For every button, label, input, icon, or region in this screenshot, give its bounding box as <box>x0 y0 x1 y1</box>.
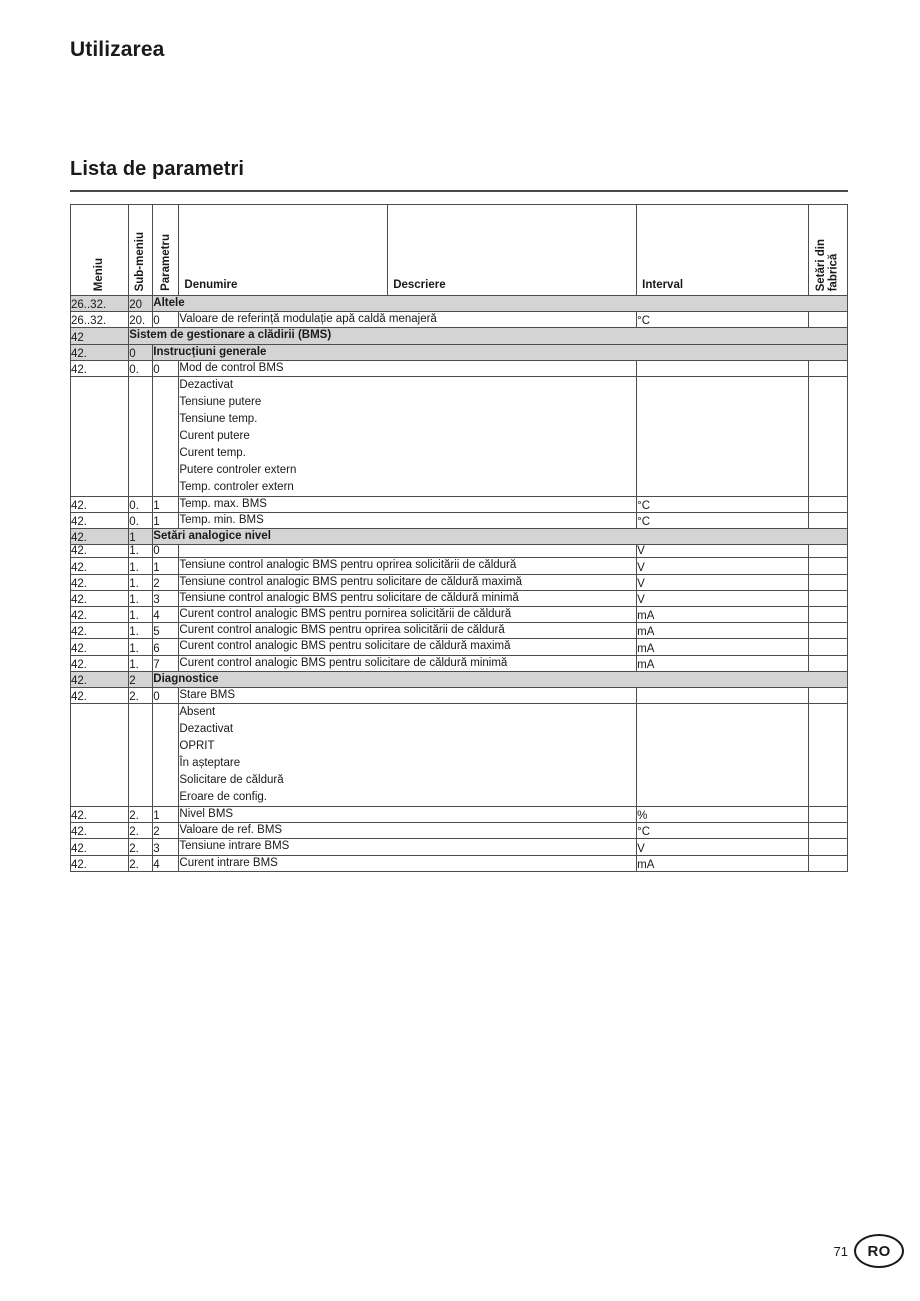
cell-meniu: 42. <box>71 687 129 703</box>
cell-parametru: 4 <box>153 855 179 871</box>
table-row <box>71 855 848 871</box>
column-header-denumire <box>179 205 388 296</box>
cell-sub-meniu <box>129 704 153 807</box>
cell-interval <box>637 376 809 496</box>
cell-setari <box>808 590 847 606</box>
column-header-interval <box>637 205 809 296</box>
column-header-setari-din-fabrica <box>808 205 847 296</box>
cell-parametru: 4 <box>153 607 179 623</box>
table-row <box>71 529 848 545</box>
cell-denumire <box>179 545 637 558</box>
column-header-sub-meniu-label: Sub-meniu <box>134 231 147 291</box>
cell-parametru: 0 <box>153 360 179 376</box>
cell-sub-meniu: 0 <box>129 344 153 360</box>
table-header-row <box>71 205 848 296</box>
cell-denumire: Tensiune control analogic BMS pentru solicitare de căldură minimă <box>179 590 637 606</box>
cell-parametru: 3 <box>153 590 179 606</box>
cell-meniu: 42. <box>71 639 129 655</box>
table-row <box>71 623 848 639</box>
option-item: Dezactivat <box>179 378 234 391</box>
cell-interval: V <box>637 574 809 590</box>
cell-meniu: 42. <box>71 590 129 606</box>
section-heading: Instrucțiuni generale <box>153 344 848 360</box>
cell-setari <box>808 558 847 574</box>
cell-denumire: Curent control analogic BMS pentru oprirea solicitării de căldură <box>179 623 637 639</box>
option-list <box>179 376 637 496</box>
cell-meniu: 42. <box>71 496 129 512</box>
cell-sub-meniu: 1 <box>129 529 153 545</box>
cell-denumire: Tensiune control analogic BMS pentru solicitare de căldură maximă <box>179 574 637 590</box>
cell-sub-meniu: 2. <box>129 839 153 855</box>
table-row <box>71 312 848 328</box>
cell-interval: mA <box>637 623 809 639</box>
cell-meniu: 42. <box>71 607 129 623</box>
cell-meniu: 42. <box>71 574 129 590</box>
cell-parametru: 0 <box>153 687 179 703</box>
language-badge: RO <box>854 1234 904 1268</box>
cell-meniu <box>71 704 129 807</box>
cell-parametru: 6 <box>153 639 179 655</box>
cell-sub-meniu: 1. <box>129 545 153 558</box>
cell-meniu: 42. <box>71 513 129 529</box>
cell-denumire: Curent control analogic BMS pentru pornirea solicitării de căldură <box>179 607 637 623</box>
table-row <box>71 823 848 839</box>
table-row <box>71 545 848 558</box>
cell-interval: °C <box>637 312 809 328</box>
cell-sub-meniu: 1. <box>129 574 153 590</box>
cell-setari <box>808 545 847 558</box>
option-item: Solicitare de căldură <box>179 774 284 787</box>
cell-meniu: 42. <box>71 344 129 360</box>
cell-sub-meniu: 2. <box>129 807 153 823</box>
section-heading: Altele <box>153 296 848 312</box>
cell-interval: mA <box>637 855 809 871</box>
cell-interval <box>637 704 809 807</box>
cell-meniu: 42. <box>71 807 129 823</box>
cell-interval: % <box>637 807 809 823</box>
cell-meniu: 42. <box>71 623 129 639</box>
table-row <box>71 639 848 655</box>
cell-interval: mA <box>637 639 809 655</box>
cell-setari <box>808 312 847 328</box>
cell-denumire: Tensiune control analogic BMS pentru oprirea solicitării de căldură <box>179 558 637 574</box>
cell-meniu: 42. <box>71 655 129 671</box>
cell-interval: °C <box>637 513 809 529</box>
table-row <box>71 607 848 623</box>
cell-sub-meniu: 1. <box>129 655 153 671</box>
cell-meniu: 42. <box>71 855 129 871</box>
cell-parametru: 5 <box>153 623 179 639</box>
cell-meniu <box>71 376 129 496</box>
cell-interval: °C <box>637 496 809 512</box>
cell-interval: V <box>637 590 809 606</box>
option-item: Putere controler extern <box>179 463 297 476</box>
table-row <box>71 558 848 574</box>
cell-interval: mA <box>637 655 809 671</box>
cell-denumire: Temp. min. BMS <box>179 513 637 529</box>
cell-sub-meniu: 0. <box>129 360 153 376</box>
cell-sub-meniu: 1. <box>129 623 153 639</box>
cell-sub-meniu: 1. <box>129 558 153 574</box>
cell-sub-meniu: 0. <box>129 513 153 529</box>
cell-parametru: 0 <box>153 545 179 558</box>
parameter-list-table <box>70 204 848 872</box>
cell-parametru: 0 <box>153 312 179 328</box>
cell-sub-meniu: 1. <box>129 590 153 606</box>
table-row <box>71 360 848 376</box>
cell-parametru: 1 <box>153 513 179 529</box>
option-item: În așteptare <box>179 757 241 770</box>
cell-setari <box>808 839 847 855</box>
cell-setari <box>808 496 847 512</box>
cell-denumire: Nivel BMS <box>179 807 637 823</box>
title-divider <box>70 190 848 192</box>
column-header-meniu <box>71 205 129 296</box>
option-item: OPRIT <box>179 740 215 753</box>
cell-setari <box>808 639 847 655</box>
cell-setari <box>808 513 847 529</box>
cell-setari <box>808 376 847 496</box>
table-row <box>71 807 848 823</box>
cell-meniu: 42. <box>71 360 129 376</box>
cell-interval <box>637 687 809 703</box>
cell-denumire: Temp. max. BMS <box>179 496 637 512</box>
cell-parametru: 7 <box>153 655 179 671</box>
cell-parametru: 1 <box>153 558 179 574</box>
column-header-descriere <box>388 205 637 296</box>
cell-parametru: 1 <box>153 496 179 512</box>
cell-setari <box>808 655 847 671</box>
cell-setari <box>808 574 847 590</box>
table-row <box>71 496 848 512</box>
table-row <box>71 513 848 529</box>
cell-denumire: Tensiune intrare BMS <box>179 839 637 855</box>
table-row <box>71 296 848 312</box>
table-row <box>71 655 848 671</box>
column-header-interval-label: Interval <box>642 279 684 291</box>
option-item: Curent temp. <box>179 446 246 459</box>
cell-meniu: 42. <box>71 839 129 855</box>
section-heading: Diagnostice <box>153 671 848 687</box>
column-header-sub-meniu <box>129 205 153 296</box>
cell-setari <box>808 623 847 639</box>
section-heading: Sistem de gestionare a clădirii (BMS) <box>129 328 848 344</box>
table-row <box>71 574 848 590</box>
cell-parametru: 3 <box>153 839 179 855</box>
cell-sub-meniu: 2. <box>129 855 153 871</box>
option-item: Temp. controler extern <box>179 480 294 493</box>
column-header-setari-din-fabrica-label: Setări din fabrică <box>815 238 840 291</box>
cell-interval: °C <box>637 823 809 839</box>
column-header-parametru-label: Parametru <box>159 234 172 291</box>
page-number: 71 <box>833 1244 848 1259</box>
cell-parametru: 2 <box>153 574 179 590</box>
cell-meniu: 42. <box>71 529 129 545</box>
cell-setari <box>808 607 847 623</box>
cell-sub-meniu: 1. <box>129 639 153 655</box>
cell-denumire: Mod de control BMS <box>179 360 637 376</box>
cell-interval: V <box>637 839 809 855</box>
cell-denumire: Valoare de referință modulație apă caldă menajeră <box>179 312 637 328</box>
cell-interval <box>637 360 809 376</box>
option-item: Eroare de config. <box>179 791 267 804</box>
cell-sub-meniu: 2 <box>129 671 153 687</box>
cell-sub-meniu: 20. <box>129 312 153 328</box>
cell-interval: mA <box>637 607 809 623</box>
cell-meniu: 42. <box>71 671 129 687</box>
cell-sub-meniu: 1. <box>129 607 153 623</box>
cell-meniu: 42. <box>71 823 129 839</box>
cell-parametru <box>153 704 179 807</box>
table-row <box>71 839 848 855</box>
section-heading: Setări analogice nivel <box>153 529 848 545</box>
cell-meniu: 42 <box>71 328 129 344</box>
table-row <box>71 376 848 496</box>
option-item: Tensiune temp. <box>179 412 258 425</box>
cell-parametru <box>153 376 179 496</box>
cell-denumire: Curent intrare BMS <box>179 855 637 871</box>
table-row <box>71 590 848 606</box>
cell-parametru: 1 <box>153 807 179 823</box>
table-row <box>71 671 848 687</box>
option-item: Tensiune putere <box>179 395 262 408</box>
cell-sub-meniu: 20 <box>129 296 153 312</box>
table-row <box>71 704 848 807</box>
page-title: Lista de parametri <box>70 158 245 180</box>
cell-denumire: Curent control analogic BMS pentru solicitare de căldură maximă <box>179 639 637 655</box>
cell-sub-meniu: 2. <box>129 687 153 703</box>
cell-meniu: 42. <box>71 545 129 558</box>
column-header-denumire-label: Denumire <box>184 279 238 291</box>
cell-setari <box>808 704 847 807</box>
option-item: Absent <box>179 706 216 719</box>
cell-denumire: Curent control analogic BMS pentru solicitare de căldură minimă <box>179 655 637 671</box>
column-header-parametru <box>153 205 179 296</box>
cell-sub-meniu: 0. <box>129 496 153 512</box>
cell-parametru: 2 <box>153 823 179 839</box>
column-header-descriere-label: Descriere <box>393 279 446 291</box>
cell-interval: V <box>637 558 809 574</box>
cell-setari <box>808 807 847 823</box>
option-list <box>179 704 637 807</box>
cell-setari <box>808 823 847 839</box>
cell-meniu: 26..32. <box>71 312 129 328</box>
table-row <box>71 328 848 344</box>
table-row <box>71 344 848 360</box>
option-item: Curent putere <box>179 429 250 442</box>
table-row <box>71 687 848 703</box>
cell-denumire: Valoare de ref. BMS <box>179 823 637 839</box>
cell-setari <box>808 855 847 871</box>
cell-interval: V <box>637 545 809 558</box>
cell-setari <box>808 687 847 703</box>
cell-sub-meniu: 2. <box>129 823 153 839</box>
option-item: Dezactivat <box>179 723 234 736</box>
cell-meniu: 26..32. <box>71 296 129 312</box>
cell-setari <box>808 360 847 376</box>
column-header-meniu-label: Meniu <box>93 257 106 291</box>
cell-meniu: 42. <box>71 558 129 574</box>
chapter-title: Utilizarea <box>70 38 165 61</box>
cell-denumire: Stare BMS <box>179 687 637 703</box>
cell-sub-meniu <box>129 376 153 496</box>
